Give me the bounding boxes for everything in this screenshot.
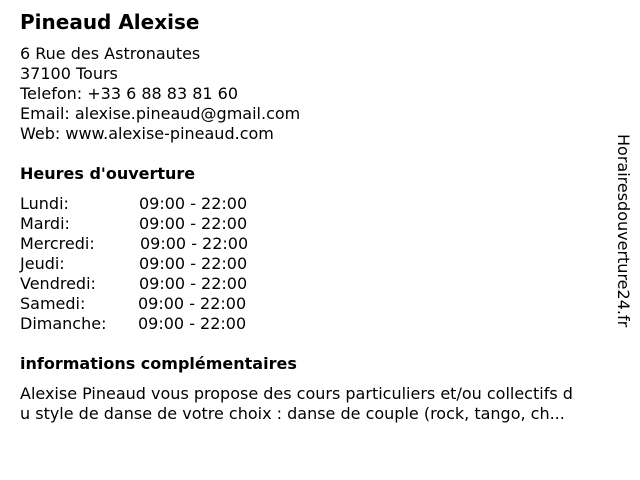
- address-city: 37100 Tours: [20, 64, 118, 83]
- address-street: 6 Rue des Astronautes: [20, 44, 201, 63]
- day-label: Mercredi:: [20, 234, 95, 253]
- description-line: Alexise Pineaud vous propose des cours particuliers et/ou collectifs d: [20, 384, 573, 403]
- description-text: [20, 384, 620, 424]
- time-range: 09:00 - 22:00: [139, 194, 248, 213]
- opening-hours-heading: Heures d'ouverture: [20, 164, 196, 183]
- time-range: 09:00 - 22:00: [138, 314, 247, 333]
- phone-number: Telefon: +33 6 88 83 81 60: [20, 84, 239, 103]
- day-label: Samedi:: [20, 294, 86, 313]
- time-range: 09:00 - 22:00: [139, 214, 248, 233]
- additional-info-heading: informations complémentaires: [20, 354, 297, 373]
- day-label: Jeudi:: [20, 254, 65, 273]
- site-watermark: Horairesdouverture24.fr: [614, 134, 633, 328]
- time-range: 09:00 - 22:00: [138, 294, 247, 313]
- day-label: Mardi:: [20, 214, 70, 233]
- business-name: Pineaud Alexise: [20, 10, 200, 34]
- website: Web: www.alexise-pineaud.com: [20, 124, 274, 143]
- time-range: 09:00 - 22:00: [140, 234, 249, 253]
- description-line: u style de danse de votre choix : danse de couple (rock, tango, ch...: [20, 404, 565, 423]
- contact-details: [20, 44, 300, 144]
- time-range: 09:00 - 22:00: [139, 274, 248, 293]
- day-label: Lundi:: [20, 194, 69, 213]
- day-label: Vendredi:: [20, 274, 96, 293]
- time-range: 09:00 - 22:00: [139, 254, 248, 273]
- day-label: Dimanche:: [20, 314, 107, 333]
- email-address: Email: alexise.pineaud@gmail.com: [20, 104, 301, 123]
